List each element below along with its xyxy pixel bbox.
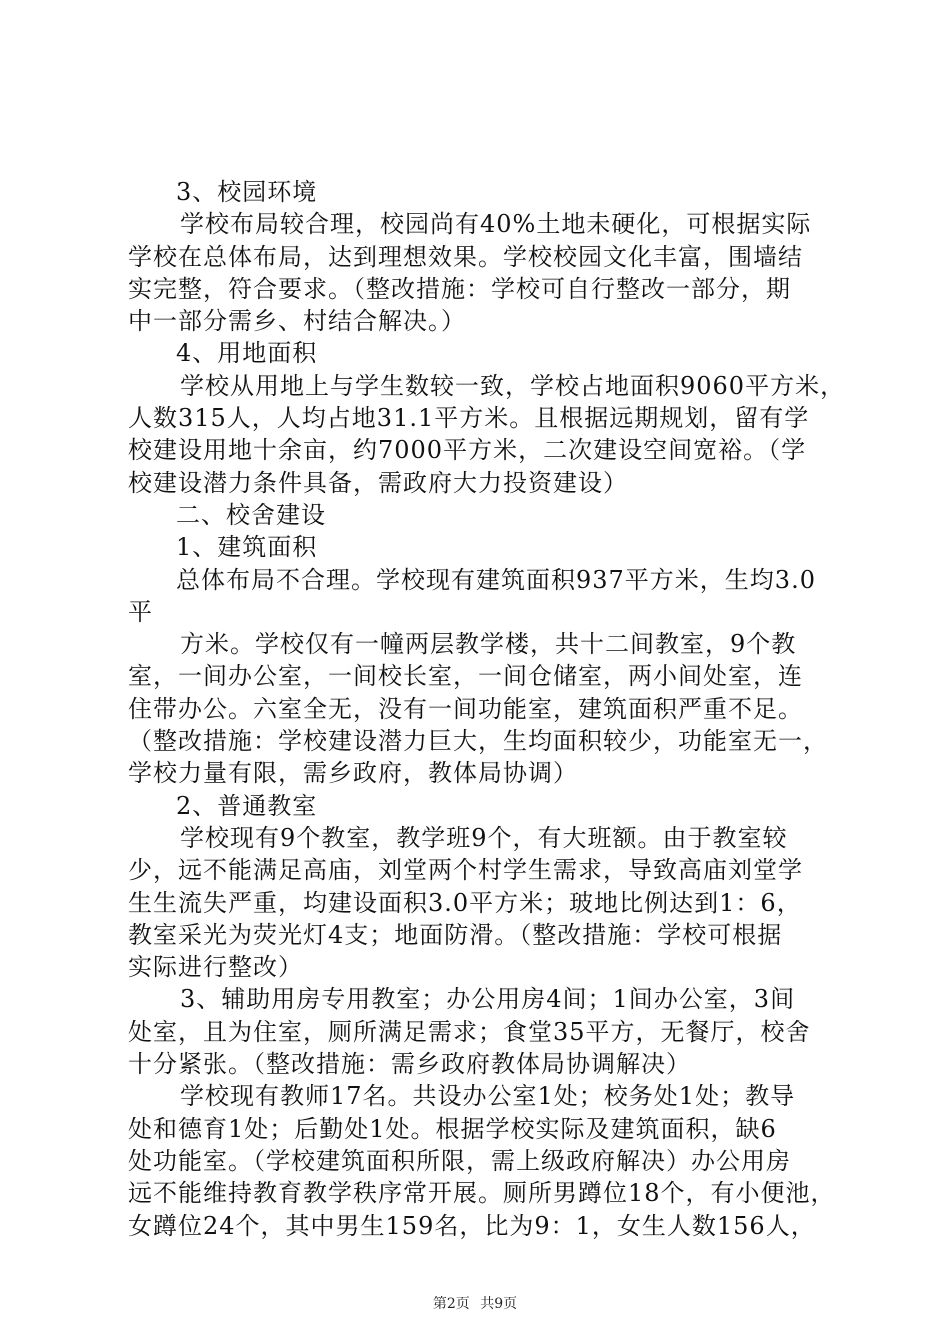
text-line: 实际进行整改） bbox=[128, 953, 303, 982]
section-heading: 二、校舍建设 bbox=[176, 500, 326, 529]
text-line: 学校现有教师17名。共设办公室1处；校务处1处；教导 bbox=[180, 1082, 796, 1111]
text-line: 校建设用地十余亩，约7000平方米，二次建设空间宽裕。（学 bbox=[128, 436, 807, 465]
text-line: 处和德育1处；后勤处1处。根据学校实际及建筑面积，缺6 bbox=[128, 1114, 777, 1143]
text-line: 女蹲位24个，其中男生159名，比为9：1，女生人数156人， bbox=[128, 1211, 816, 1240]
text-line: （整改措施：学校建设潜力巨大，生均面积较少，功能室无一， bbox=[128, 727, 828, 756]
section-heading: 1、建筑面积 bbox=[176, 533, 318, 562]
text-line: 教室采光为荧光灯4支；地面防滑。（整改措施：学校可根据 bbox=[128, 920, 783, 949]
text-line: 实完整，符合要求。（整改措施：学校可自行整改一部分，期 bbox=[128, 274, 791, 303]
text-line: 住带办公。六室全无，没有一间功能室，建筑面积严重不足。 bbox=[128, 694, 803, 723]
section-heading: 总体布局不合理。学校现有建筑面积937平方米，生均3.0 bbox=[176, 565, 816, 594]
text-line: 处功能室。（学校建筑面积所限，需上级政府解决）办公用房 bbox=[128, 1146, 791, 1175]
section-heading: 3、校园环境 bbox=[176, 178, 318, 206]
text-line: 学校在总体布局，达到理想效果。学校校园文化丰富，围墙结 bbox=[128, 242, 803, 271]
text-line: 十分紧张。（整改措施：需乡政府教体局协调解决） bbox=[128, 1050, 691, 1079]
text-line: 人数315人，人均占地31.1平方米。且根据远期规划，留有学 bbox=[128, 404, 810, 433]
text-line: 学校从用地上与学生数较一致，学校占地面积9060平方米， bbox=[180, 371, 846, 400]
page-footer bbox=[0, 1293, 950, 1313]
page-number: 第2页 bbox=[432, 1296, 470, 1312]
text-line: 学校现有9个教室，教学班9个，有大班额。由于教室较 bbox=[180, 823, 788, 852]
text-line: 处室，且为住室，厕所满足需求；食堂35平方，无餐厅，校舍 bbox=[128, 1017, 811, 1046]
text-line: 中一部分需乡、村结合解决。） bbox=[128, 307, 466, 336]
text-line: 少，远不能满足高庙，刘堂两个村学生需求，导致高庙刘堂学 bbox=[128, 856, 803, 885]
text-line: 3、辅助用房专用教室；办公用房4间；1间办公室，3间 bbox=[180, 985, 796, 1014]
text-line: 远不能维持教育教学秩序常开展。厕所男蹲位18个，有小便池， bbox=[128, 1179, 836, 1208]
text-line: 学校布局较合理，校园尚有40%土地未硬化，可根据实际 bbox=[180, 210, 812, 239]
section-heading: 2、普通教室 bbox=[176, 791, 318, 820]
text-line: 生生流失严重，均建设面积3.0平方米；玻地比例达到1：6， bbox=[128, 888, 802, 917]
text-line: 学校力量有限，需乡政府，教体局协调） bbox=[128, 759, 578, 788]
document-body bbox=[128, 176, 846, 1242]
page-total: 共9页 bbox=[480, 1296, 518, 1312]
text-line: 方米。学校仅有一幢两层教学楼，共十二间教室，9个教 bbox=[180, 630, 797, 659]
text-line: 平 bbox=[128, 597, 153, 626]
text-line: 校建设潜力条件具备，需政府大力投资建设） bbox=[128, 468, 628, 497]
section-heading: 4、用地面积 bbox=[176, 339, 318, 368]
text-line: 室，一间办公室，一间校长室，一间仓储室，两小间处室，连 bbox=[128, 662, 803, 691]
